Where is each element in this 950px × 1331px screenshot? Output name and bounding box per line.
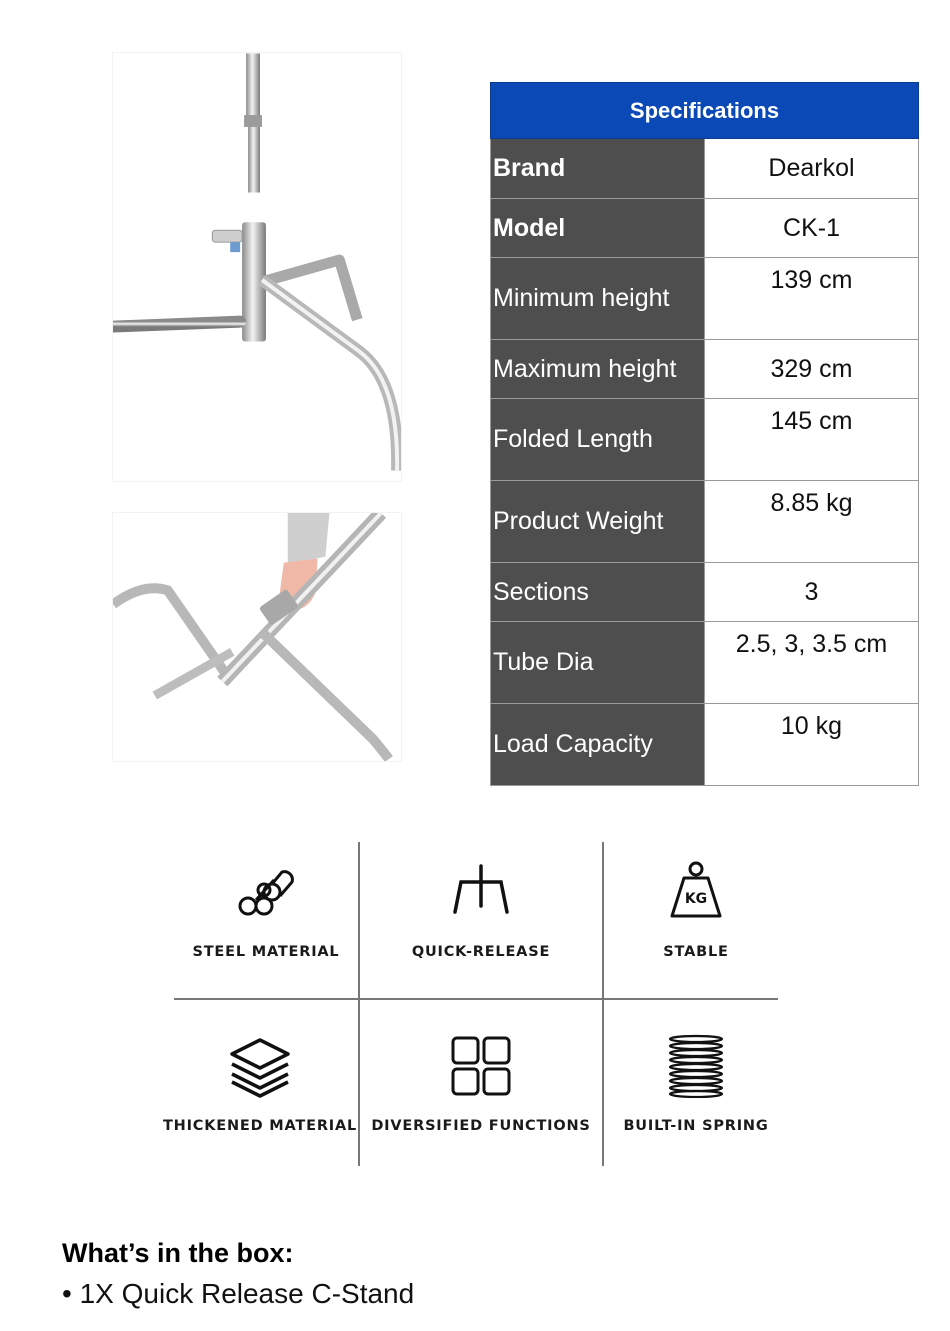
spec-label: Product Weight: [491, 481, 705, 563]
table-row: [491, 199, 919, 258]
kg-weight-icon: [664, 860, 728, 924]
tripod-stand-icon: [449, 860, 513, 924]
feature-steel-material: [174, 860, 358, 960]
spec-value: 8.85 kg: [705, 481, 919, 563]
feature-diversified-functions: [360, 1034, 602, 1134]
stand-base-illustration: [113, 53, 401, 481]
product-photo-folding-legs: [112, 512, 402, 762]
spec-label: Tube Dia: [491, 622, 705, 704]
feature-quick-release: [360, 860, 602, 960]
table-row: [491, 258, 919, 340]
four-squares-icon: [449, 1034, 513, 1098]
feature-stable: [604, 860, 788, 960]
spec-label: Maximum height: [491, 340, 705, 399]
spec-label: Brand: [491, 139, 705, 199]
box-contents-list: [62, 1278, 414, 1310]
table-row: [491, 340, 919, 399]
feature-label: BUILT-IN SPRING: [623, 1118, 769, 1134]
table-row: [491, 704, 919, 786]
spec-label: Minimum height: [491, 258, 705, 340]
spec-label: Folded Length: [491, 399, 705, 481]
product-photo-stand-base: [112, 52, 402, 482]
folding-legs-illustration: [113, 513, 401, 761]
feature-built-in-spring: [604, 1034, 788, 1134]
feature-label: THICKENED MATERIAL: [162, 1118, 358, 1134]
spec-value: 139 cm: [705, 258, 919, 340]
spec-value: 2.5, 3, 3.5 cm: [705, 622, 919, 704]
spec-value: CK-1: [705, 199, 919, 258]
table-row: [491, 622, 919, 704]
box-contents-title: What’s in the box:: [62, 1238, 294, 1268]
table-row: [491, 139, 919, 199]
spec-label: Model: [491, 199, 705, 258]
table-row: [491, 399, 919, 481]
list-item: • 1X Quick Release C-Stand: [62, 1278, 414, 1310]
steel-pipes-icon: [234, 860, 298, 924]
features-grid: [160, 842, 790, 1167]
specifications-table: [490, 82, 919, 786]
kg-weight-label: KG: [684, 891, 708, 907]
feature-label: QUICK-RELEASE: [411, 944, 551, 960]
table-row: [491, 481, 919, 563]
spec-value: 145 cm: [705, 399, 919, 481]
spec-label: Sections: [491, 563, 705, 622]
spec-value: 10 kg: [705, 704, 919, 786]
stacked-layers-icon: [228, 1034, 292, 1098]
spec-label: Load Capacity: [491, 704, 705, 786]
specifications-title: Specifications: [491, 83, 919, 139]
spec-value: 3: [705, 563, 919, 622]
spec-value: Dearkol: [705, 139, 919, 199]
spec-value: 329 cm: [705, 340, 919, 399]
grid-divider: [174, 998, 778, 1000]
feature-thickened-material: [164, 1034, 356, 1134]
feature-label: STABLE: [663, 944, 729, 960]
coil-spring-icon: [664, 1034, 728, 1098]
feature-label: DIVERSIFIED FUNCTIONS: [371, 1118, 591, 1134]
feature-label: STEEL MATERIAL: [192, 944, 340, 960]
table-row: [491, 563, 919, 622]
